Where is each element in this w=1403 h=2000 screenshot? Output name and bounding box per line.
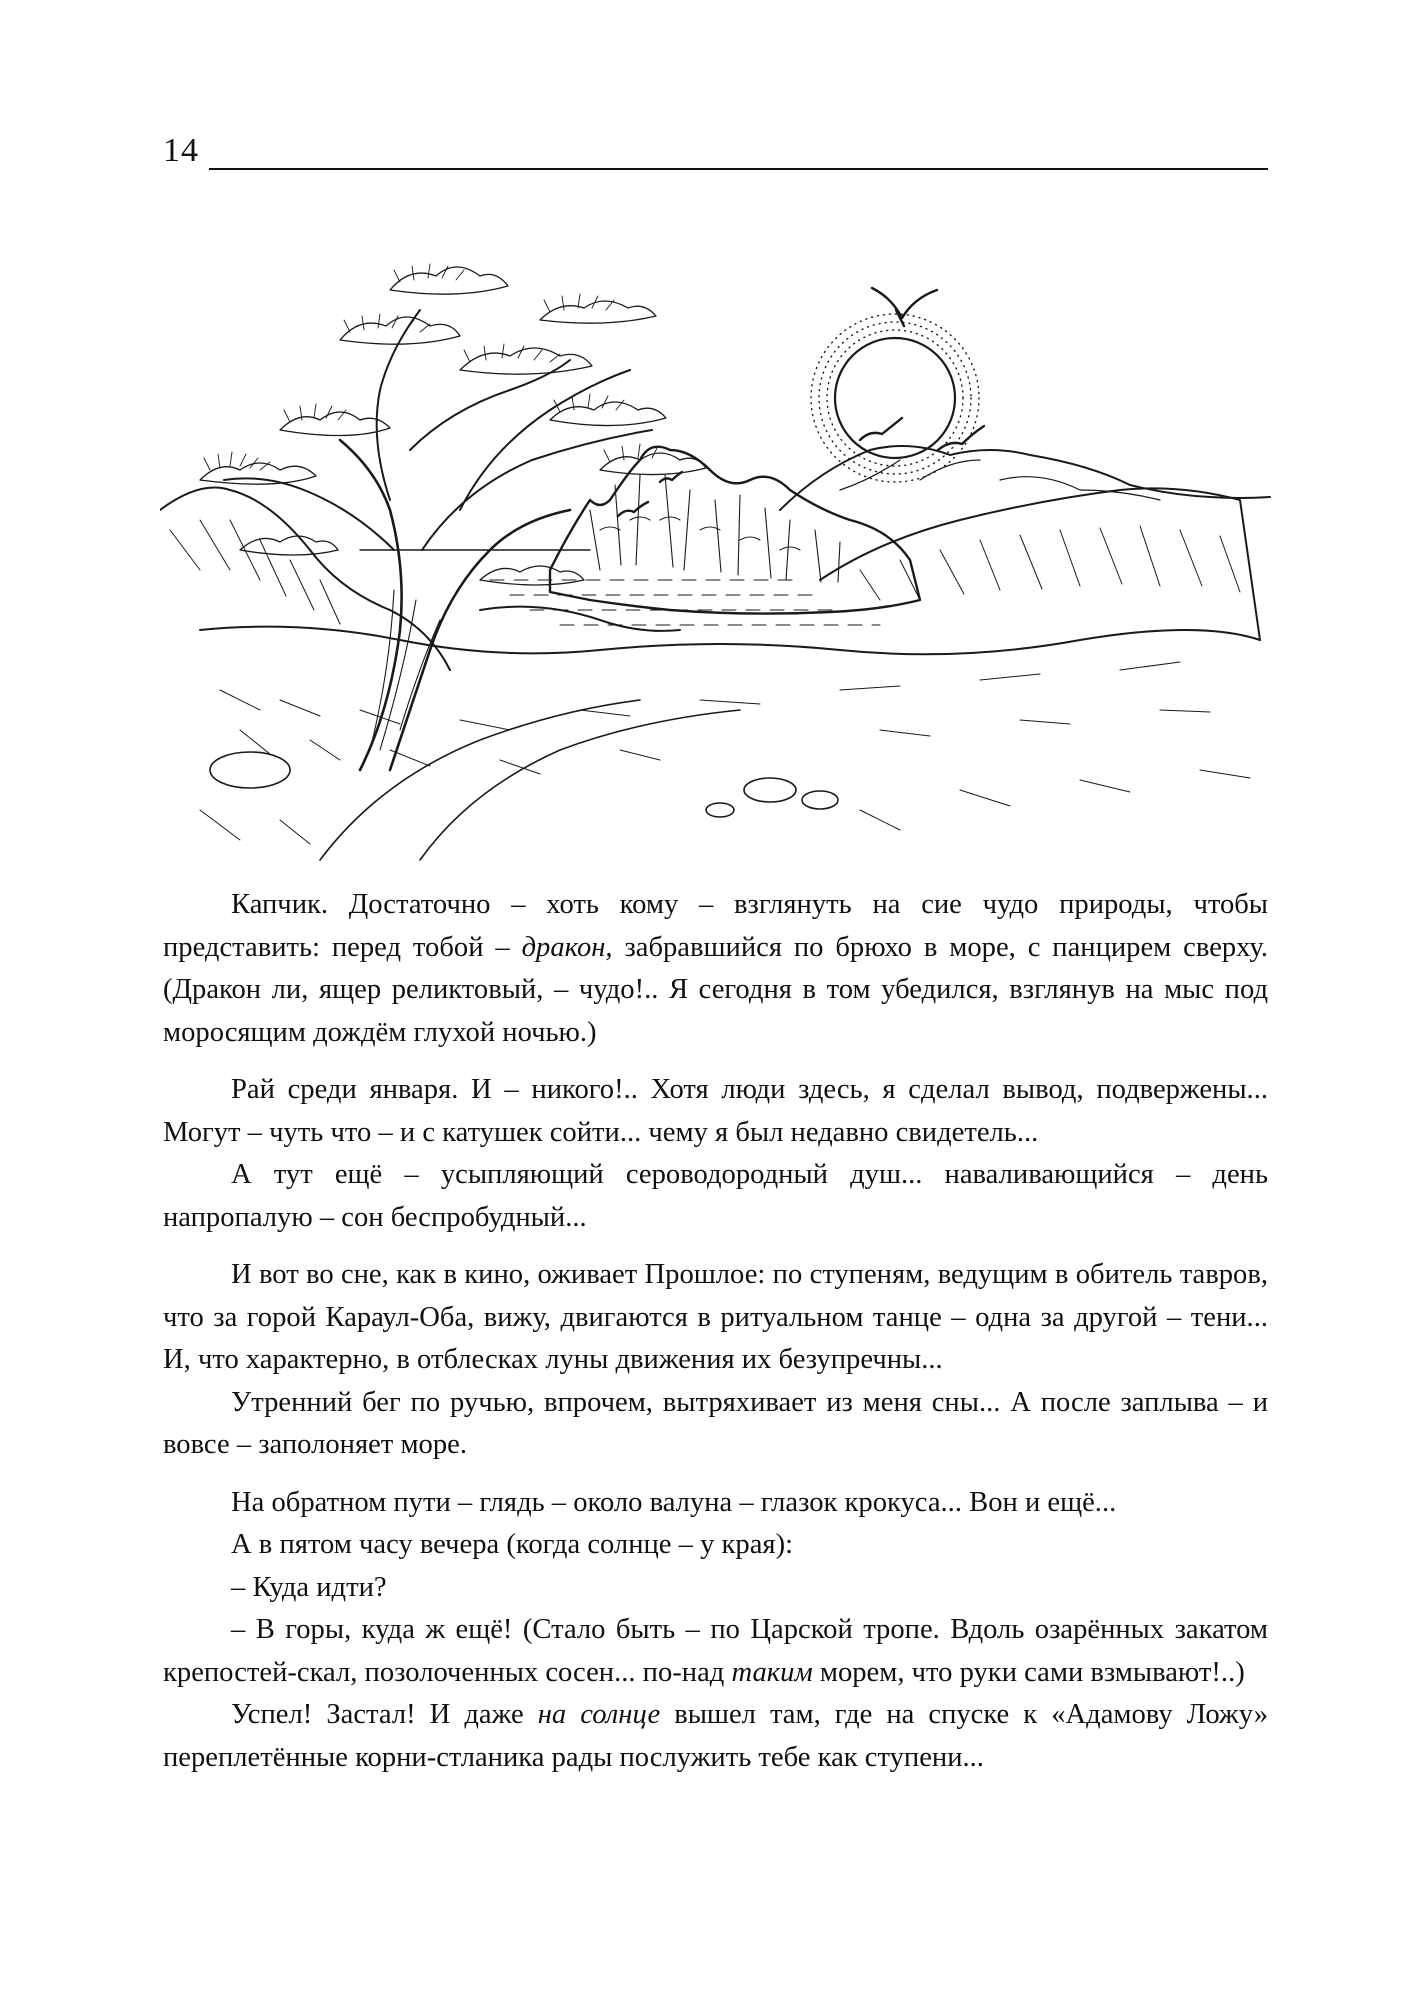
italic-emphasis: на солнце <box>537 1699 661 1730</box>
italic-emphasis: дракон, <box>521 931 613 963</box>
landscape-illustration <box>160 250 1272 870</box>
sun <box>811 314 979 482</box>
header-rule <box>209 168 1268 170</box>
paragraph-3: А тут ещё – усыпляющий сероводородный душ... наваливающийся – день напропалую – сон беспробудный... <box>163 1159 1268 1233</box>
page-number: 14 <box>163 132 199 169</box>
paragraph-2: Рай среди января. И – никого!.. Хотя люди здесь, я сделал вывод, подвержены... Могут – чуть что – и с катушек сойти... чему я был недавно свидетель... <box>163 1074 1268 1148</box>
paragraph-10: Успел! Застал! И даже на солнце вышел там, где на спуске к «Адамову Ложу» переплетённые корни-стланика рады послужить тебе как ступени... <box>163 1699 1268 1773</box>
dialogue-line-1: – Куда идти? <box>231 1571 387 1603</box>
dialogue-line-2: – В горы, куда ж ещё! (Стало быть – по Царской тропе. Вдоль озарённых закатом крепостей-скал, позолоченных сосен... по-над таким морем, что руки сами взмывают!..) <box>163 1614 1268 1688</box>
body-text <box>163 884 1268 1779</box>
paragraph-1: Капчик. Достаточно – хоть кому – взглянуть на сие чудо природы, чтобы представить: перед тобой – дракон, забравшийся по брюхо в море, с панцирем сверху. (Дракон ли, ящер реликтовый, – чудо!.. Я сегодня в том убедился, взглянув на мыс под моросящим дождём глухой ночью.) <box>163 889 1268 1048</box>
page-header <box>163 128 1268 172</box>
paragraph-5: Утренний бег по ручью, впрочем, вытряхивает из меня сны... А после заплыва – и вовсе – заполоняет море. <box>163 1386 1268 1460</box>
paragraph-6: На обратном пути – глядь – около валуна – глазок крокуса... Вон и ещё... <box>231 1486 1117 1518</box>
gulls <box>618 288 984 516</box>
italic-emphasis: таким <box>731 1656 813 1688</box>
paragraph-4: И вот во сне, как в кино, оживает Прошлое: по ступеням, ведущим в обитель тавров, что за горой Караул-Оба, вижу, двигаются в ритуальном танце – одна за другой – тени... И, что характерно, в отблесках луны движения их безупречны... <box>163 1259 1268 1375</box>
paragraph-7: А в пятом часу вечера (когда солнце – у края): <box>231 1529 794 1560</box>
